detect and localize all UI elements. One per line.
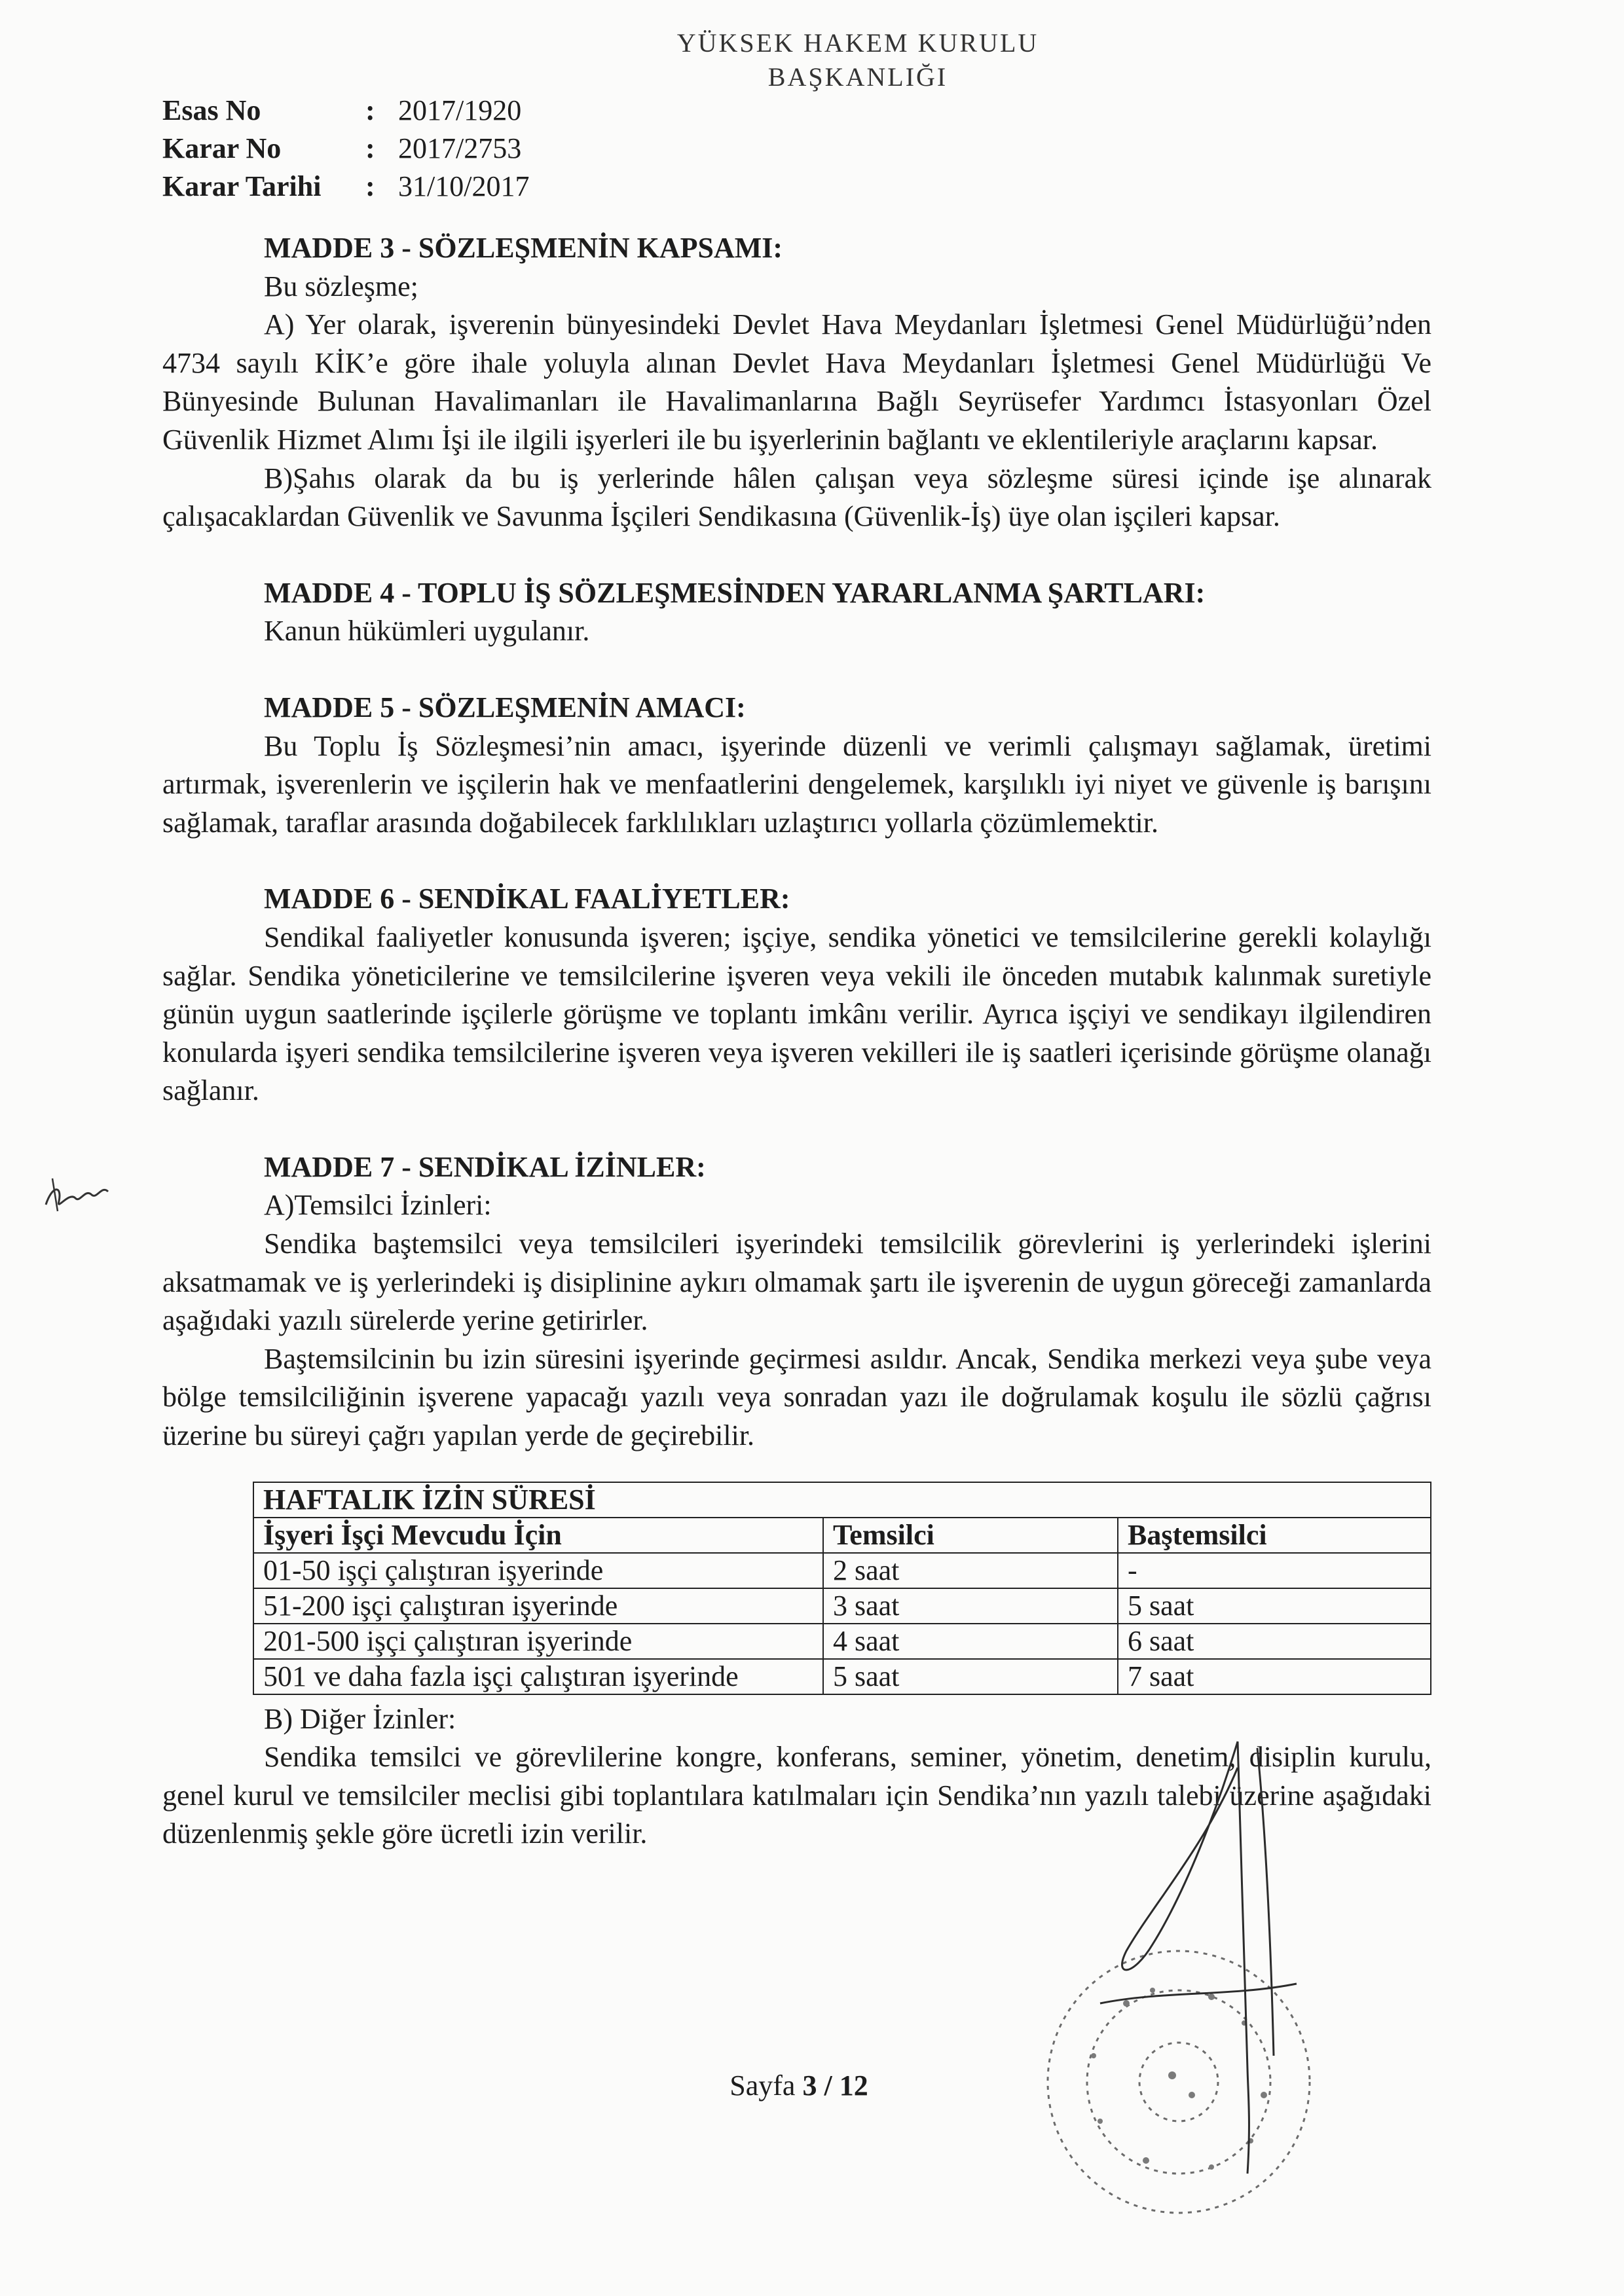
madde7-a-p1: Sendika baştemsilci veya temsilcileri işyerindeki temsilcilik görevlerini iş yerlerindeki işlerini aksatmamak ve iş yerlerindeki iş disiplinine aykırı olmamak şartı ile işverenin de uygun göreceği zamanlarda aşağıdaki yazılı sürelerde yerine getirirler.	[162, 1228, 1431, 1337]
table-cell: 501 ve daha fazla işçi çalıştıran işyerinde	[253, 1659, 823, 1694]
signature-icon	[1022, 1728, 1349, 2226]
madde4-text: Kanun hükümleri uygulanır.	[264, 615, 590, 647]
meta-value: 31/10/2017	[398, 170, 530, 202]
izin-table	[253, 1482, 1431, 1695]
madde3-title: MADDE 3 - SÖZLEŞMENİN KAPSAMI:	[264, 232, 783, 264]
meta-colon: :	[365, 132, 375, 164]
table-row	[253, 1624, 1431, 1659]
madde7-a-title: A)Temsilci İzinleri:	[264, 1189, 492, 1222]
table-row	[253, 1553, 1431, 1588]
table-header-cell: Temsilci	[823, 1518, 1118, 1553]
table-cell: 4 saat	[823, 1624, 1118, 1659]
table-cell: 5 saat	[1118, 1588, 1431, 1624]
madde3-a: A) Yer olarak, işverenin bünyesindeki Devlet Hava Meydanları İşletmesi Genel Müdürlüğü’nden 4734 sayılı KİK’e göre ihale yoluyla alınan Devlet Hava Meydanları İşletmesi Genel Müdürlüğü Ve Bünyesinde Bulunan Havalimanları ile Havalimanlarına Bağlı Seyrüsefer Yardımcı İstasyonları Özel Güvenlik Hizmet Alımı İşi ile ilgili işyerleri ile bu işyerlerinin bağlantı ve eklentileriyle araçlarını kapsar.	[162, 308, 1431, 456]
madde5-title: MADDE 5 - SÖZLEŞMENİN AMACI:	[264, 691, 746, 723]
header-org-name: YÜKSEK HAKEM KURULU	[676, 28, 1039, 58]
meta-row-esas	[162, 92, 529, 130]
meta-colon: :	[365, 94, 375, 126]
table-cell: 2 saat	[823, 1553, 1118, 1588]
page-number-prefix: Sayfa	[729, 2069, 796, 2102]
table-cell: 01-50 işçi çalıştıran işyerinde	[253, 1553, 823, 1588]
table-cell: 5 saat	[823, 1659, 1118, 1694]
madde7-b-p1: Sendika temsilci ve görevlilerine kongre, konferans, seminer, yönetim, denetim, disiplin kurulu, genel kurul ve temsilciler meclisi gibi toplantılara katılmaları için Sendika’nın yazılı talebi üzerine aşağıdaki düzenlenmiş şekle göre ücretli izin verilir.	[162, 1741, 1431, 1850]
header-org-sub: BAŞKANLIĞI	[767, 62, 948, 92]
table-header-row	[253, 1518, 1431, 1553]
meta-label: Esas No	[162, 94, 261, 126]
case-metadata	[162, 92, 529, 206]
table-row	[253, 1588, 1431, 1624]
page-number-value: 3 / 12	[802, 2069, 868, 2102]
madde3-b: B)Şahıs olarak da bu iş yerlerinde hâlen çalışan veya sözleşme süresi içinde işe alınarak çalışacaklardan Güvenlik ve Savunma İşçileri Sendikasına (Güvenlik-İş) üye olan işçileri kapsar.	[162, 462, 1431, 533]
table-header-cell: Baştemsilci	[1118, 1518, 1431, 1553]
meta-row-karar	[162, 130, 529, 168]
table-caption-row	[253, 1482, 1431, 1518]
meta-value: 2017/2753	[398, 132, 522, 164]
table-caption: HAFTALIK İZİN SÜRESİ	[253, 1482, 1431, 1518]
madde7-a-p2: Baştemsilcinin bu izin süresini işyerinde geçirmesi asıldır. Ancak, Sendika merkezi veya şube veya bölge temsilciliğinin işverene yapacağı yazılı veya sonradan yazı ile doğrulamak koşulu ile sözlü çağrısı üzerine bu süreyi çağrı yapılan yerde de geçirebilir.	[162, 1342, 1431, 1452]
meta-value: 2017/1920	[398, 94, 522, 126]
page-number	[681, 2069, 917, 2102]
madde3-intro: Bu sözleşme;	[264, 270, 418, 302]
madde6-text: Sendikal faaliyetler konusunda işveren; işçiye, sendika yönetici ve temsilcilerine gerekli kolaylığı sağlar. Sendika yöneticilerine ve temsilcilerine işveren veya vekili ile önceden mutabık kalınmak suretiyle günün uygun saatlerinde işçilerle görüşme ve toplantı imkânı verilir. Ayrıca işçiyi ve sendikayı ilgilendiren konularda işyeri sendika temsilcilerine işveren veya işveren vekilleri ile iş saatleri içerisinde görüşme olanağı sağlanır.	[162, 920, 1431, 1107]
table-cell: 51-200 işçi çalıştıran işyerinde	[253, 1588, 823, 1624]
madde6-title: MADDE 6 - SENDİKAL FAALİYETLER:	[264, 883, 790, 915]
document-header	[576, 26, 1139, 94]
table-cell: 6 saat	[1118, 1624, 1431, 1659]
table-cell: 201-500 işçi çalıştıran işyerinde	[253, 1624, 823, 1659]
meta-label: Karar No	[162, 132, 282, 164]
document-body	[162, 229, 1431, 1853]
madde7-b-title: B) Diğer İzinler:	[264, 1702, 456, 1735]
madde7-title: MADDE 7 - SENDİKAL İZİNLER:	[264, 1150, 706, 1183]
table-cell: 3 saat	[823, 1588, 1118, 1624]
margin-initials-icon	[39, 1165, 118, 1224]
madde4-title: MADDE 4 - TOPLU İŞ SÖZLEŞMESİNDEN YARARLANMA ŞARTLARI:	[264, 576, 1206, 609]
madde5-text: Bu Toplu İş Sözleşmesi’nin amacı, işyerinde düzenli ve verimli çalışmayı sağlamak, üretimi artırmak, işverenlerin ve işçilerin hak ve menfaatlerini dengelemek, karşılıklı iyi niyet ve güvenle iş barışını sağlamak, taraflar arasında doğabilecek farklılıkları uzlaştırıcı yollarla çözümlemektir.	[162, 729, 1431, 839]
meta-row-tarih	[162, 168, 529, 206]
meta-label: Karar Tarihi	[162, 170, 322, 202]
meta-colon: :	[365, 170, 375, 202]
table-cell: 7 saat	[1118, 1659, 1431, 1694]
table-row	[253, 1659, 1431, 1694]
table-cell: -	[1118, 1553, 1431, 1588]
table-header-cell: İşyeri İşçi Mevcudu İçin	[253, 1518, 823, 1553]
